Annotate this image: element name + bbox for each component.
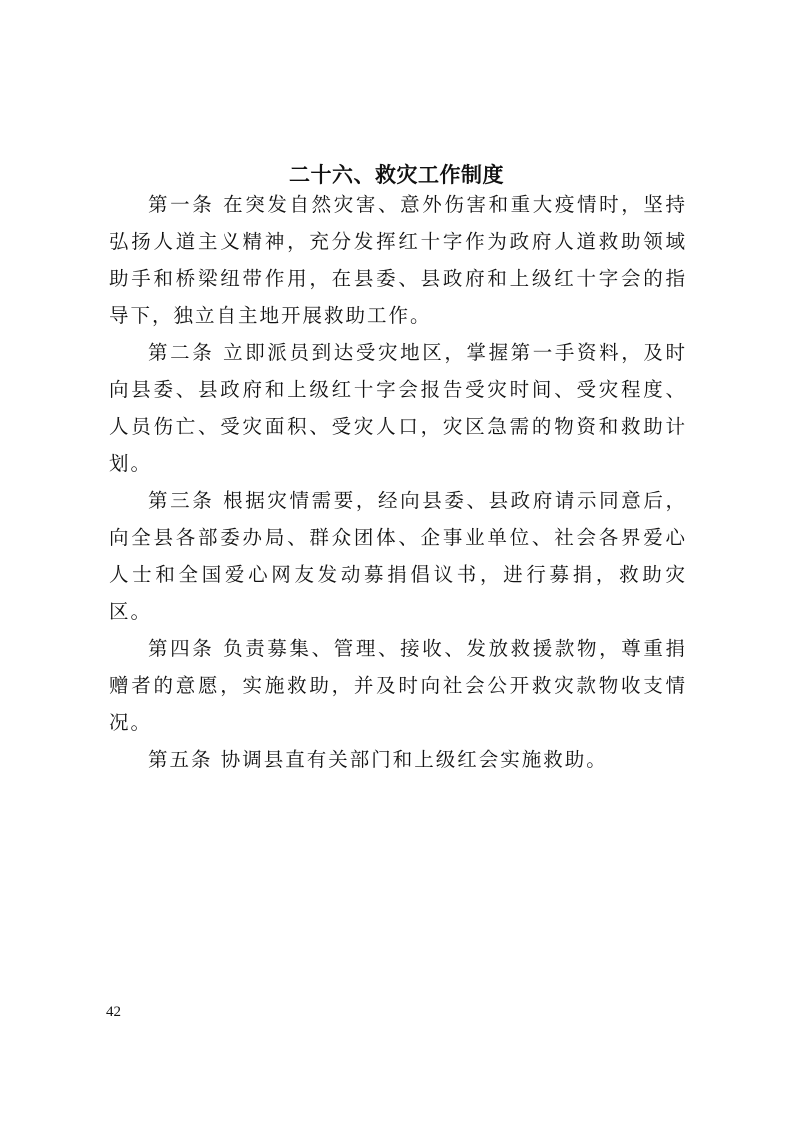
article-paragraph-4: 第四条 负责募集、管理、接收、发放救援款物，尊重捐赠者的意愿，实施救助，并及时向社会公开救灾款物收支情况。 (109, 637, 687, 734)
article-paragraph-2: 第二条 立即派员到达受灾地区，掌握第一手资料，及时向县委、县政府和上级红十字会报告受灾时间、受灾程度、人员伤亡、受灾面积、受灾人口，灾区急需的物资和救助计划。 (109, 341, 687, 475)
section-title: 二十六、救灾工作制度 (289, 163, 504, 188)
article-body (109, 186, 687, 778)
article-paragraph-3: 第三条 根据灾情需要，经向县委、县政府请示同意后，向全县各部委办局、群众团体、企事业单位、社会各界爱心人士和全国爱心网友发动募捐倡议书，进行募捐，救助灾区。 (109, 489, 687, 623)
article-paragraph-5: 第五条 协调县直有关部门和上级红会实施救助。 (148, 748, 608, 771)
article-paragraph-1: 第一条 在突发自然灾害、意外伤害和重大疫情时，坚持弘扬人道主义精神，充分发挥红十字作为政府人道救助领域助手和桥梁纽带作用，在县委、县政府和上级红十字会的指导下，独立自主地开展救助工作。 (109, 193, 687, 327)
page-number: 42 (106, 1004, 121, 1020)
